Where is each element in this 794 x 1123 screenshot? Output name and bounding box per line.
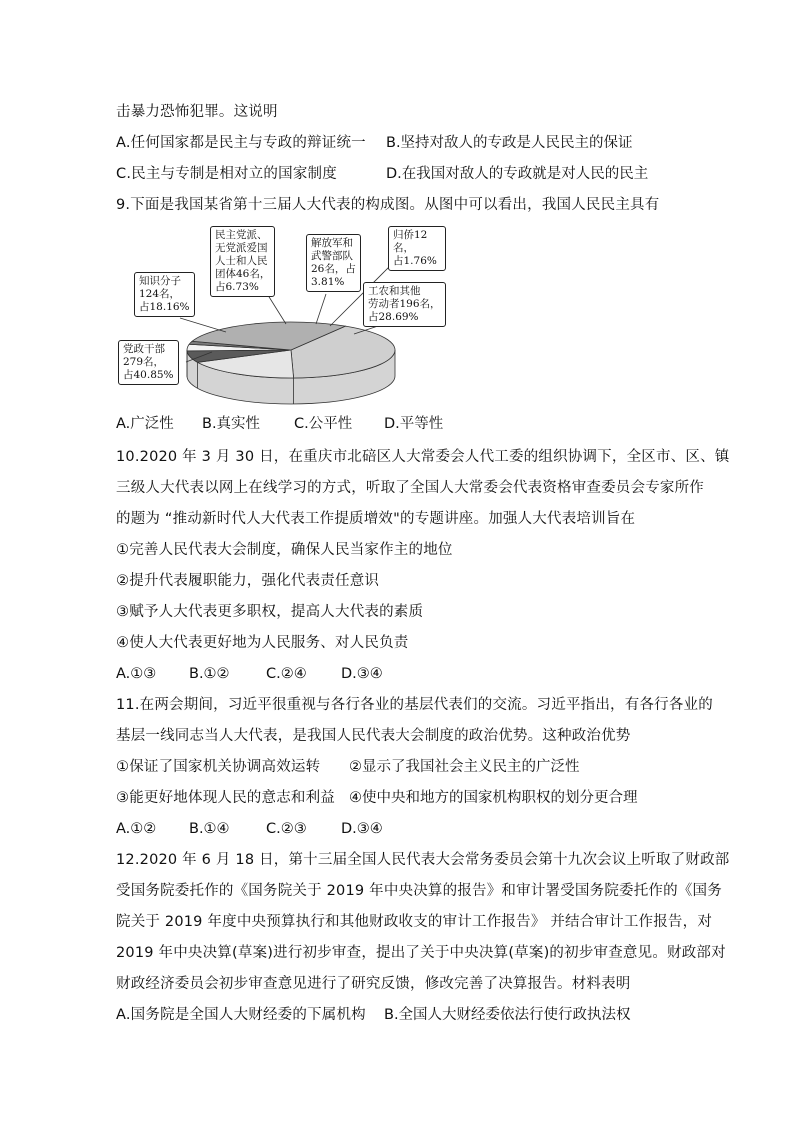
q10-stem-3: 的题为 “推动新时代人大代表工作提质增效"的专题讲座。加强人大代表培训旨在: [116, 511, 636, 527]
q12-option-b: B.全国人大财经委依法行使行政执法权: [384, 1007, 631, 1023]
callout-workers-farmers: 工农和其他 劳动者196名， 占28.69%: [363, 282, 446, 327]
q8-option-b: B.坚持对敌人的专政是人民民主的保证: [386, 135, 633, 151]
q12-option-a: A.国务院是全国人大财经委的下属机构: [116, 1007, 366, 1023]
q9-option-b: B.真实性: [202, 416, 261, 432]
q11-item-3: ③能更好地体现人民的意志和利益: [116, 790, 335, 806]
q8-option-d: D.在我国对敌人的专政就是对人民的民主: [386, 166, 649, 182]
q11-stem-1: 11.在两会期间，习近平很重视与各行各业的基层代表们的交流。习近平指出，有各行各业的: [116, 697, 713, 713]
q10-option-b: B.①②: [189, 666, 230, 682]
pie-chart: [116, 222, 446, 412]
q8-option-c: C.民主与专制是相对立的国家制度: [116, 166, 337, 182]
q10-stem-1: 10.2020 年 3 月 30 日，在重庆市北碚区人大常委会人代工委的组织协调下，全区市、区、镇: [116, 449, 730, 465]
callout-intellectuals: 知识分子 124名， 占18.16%: [134, 272, 195, 317]
q11-stem-2: 基层一线同志当人大代表，是我国人民代表大会制度的政治优势。这种政治优势: [116, 728, 631, 744]
q11-item-1: ①保证了国家机关协调高效运转: [116, 759, 321, 775]
q11-option-d: D.③④: [341, 821, 383, 837]
q11-item-4: ④使中央和地方的国家机构职权的划分更合理: [349, 790, 638, 806]
q11-option-b: B.①④: [189, 821, 230, 837]
q12-stem-1: 12.2020 年 6 月 18 日，第十三届全国人民代表大会常务委员会第十九次会议上听取了财政部: [116, 852, 730, 868]
q12-stem-5: 财政经济委员会初步审查意见进行了研究反馈，修改完善了决算报告。材料表明: [116, 976, 631, 992]
q12-stem-3: 院关于 2019 年度中央预算执行和其他财政收支的审计工作报告》 并结合审计工作报告，对: [116, 914, 713, 930]
q10-item-4: ④使人大代表更好地为人民服务、对人民负责: [116, 635, 409, 651]
q10-stem-2: 三级人大代表以网上在线学习的方式，听取了全国人大常委会代表资格审查委员会专家所作: [116, 480, 704, 496]
q11-item-2: ②显示了我国社会主义民主的广泛性: [349, 759, 580, 775]
q10-option-a: A.①③: [116, 666, 157, 682]
q10-option-d: D.③④: [341, 666, 383, 682]
callout-party-officials: 党政干部 279名， 占40.85%: [118, 340, 179, 385]
q8-option-a: A.任何国家都是民主与专政的辩证统一: [116, 135, 366, 151]
callout-democratic-parties: 民主党派、 无党派爱国 人士和人民 团体46名， 占6.73%: [210, 226, 275, 297]
callout-returned-overseas: 归侨12名， 占1.76%: [388, 226, 446, 271]
q9-option-a: A.广泛性: [116, 416, 174, 432]
q12-stem-2: 受国务院委托作的《国务院关于 2019 年中央决算的报告》和审计署受国务院委托作的《国务: [116, 883, 722, 899]
q10-item-1: ①完善人民代表大会制度，确保人民当家作主的地位: [116, 542, 453, 558]
q11-option-c: C.②③: [266, 821, 307, 837]
q8-stem-tail: 击暴力恐怖犯罪。这说明: [116, 104, 278, 120]
q9-option-d: D.平等性: [384, 416, 444, 432]
callout-army: 解放军和 武警部队 26名，占 3.81%: [306, 234, 361, 292]
q10-item-2: ②提升代表履职能力，强化代表责任意识: [116, 573, 380, 589]
q10-option-c: C.②④: [266, 666, 307, 682]
q10-item-3: ③赋予人大代表更多职权，提高人大代表的素质: [116, 604, 424, 620]
leader-intellectuals: [180, 318, 226, 332]
leader-army: [316, 294, 326, 324]
q12-stem-4: 2019 年中央决算(草案)进行初步审查，提出了关于中央决算(草案)的初步审查意见。财政部对: [116, 945, 726, 961]
q11-option-a: A.①②: [116, 821, 157, 837]
q9-stem: 9.下面是我国某省第十三届人大代表的构成图。从图中可以看出，我国人民民主具有: [116, 197, 660, 213]
q9-option-c: C.公平性: [294, 416, 353, 432]
